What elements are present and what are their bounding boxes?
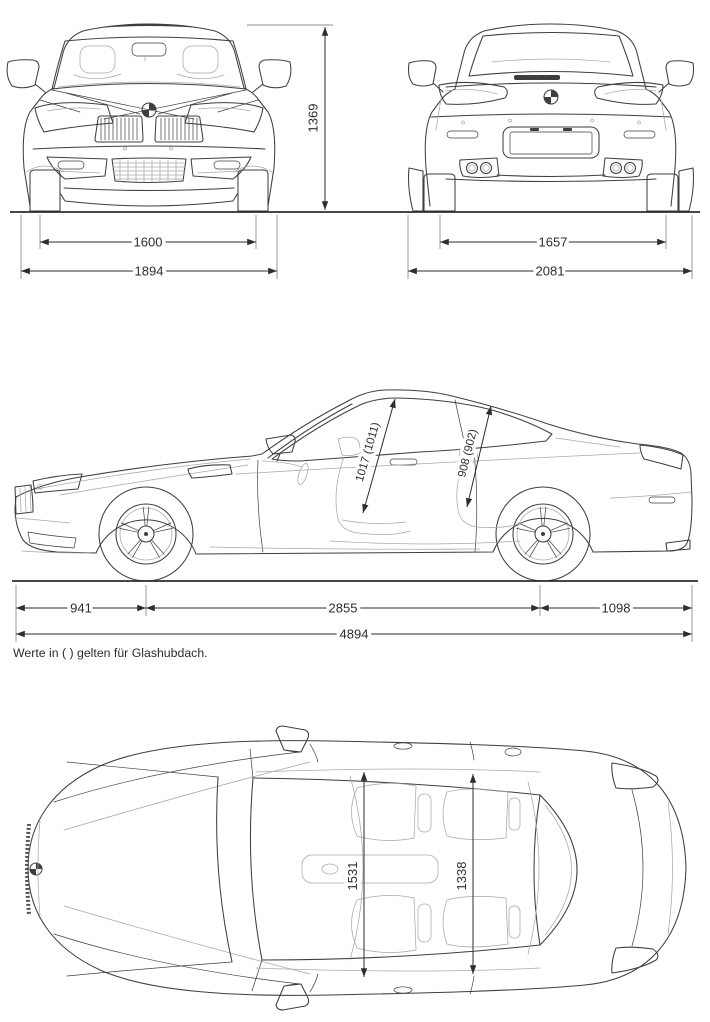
side-taillight: [640, 445, 683, 469]
top-hood-inner-lines: [38, 762, 310, 974]
front-side-intakes: [47, 157, 251, 179]
side-mirror-rear-left: [409, 61, 444, 92]
kidney-grille-frames: [95, 116, 203, 142]
bmw-roundel-icon-front: [142, 103, 156, 117]
roof-side-edges: [253, 778, 540, 960]
gear-shifter-icon: [322, 864, 338, 874]
a-pillar-lines: [250, 749, 262, 991]
side-interior: [262, 437, 620, 544]
fender-gill: [188, 465, 232, 478]
front-wheel: [99, 487, 193, 581]
glasshouse-outline: [272, 398, 552, 461]
dim-label-rear-overhang: 1098: [601, 600, 631, 616]
exhaust-tips-icon: [467, 163, 636, 174]
dim-label-front-cabin-width: 1531: [345, 861, 360, 891]
windshield-roof-arc: [250, 778, 262, 960]
rear-reflector-slot: [649, 497, 675, 503]
center-console: [302, 855, 438, 883]
license-plate: [510, 132, 592, 154]
front-view-drawing: [7, 24, 291, 211]
dim-label-body-width: 1894: [134, 263, 164, 279]
top-mirror-right: [276, 984, 309, 1010]
dim-label-rear-headroom: 908 (902): [456, 427, 480, 479]
cowl-arc: [217, 777, 232, 962]
front-sunroof-band: [97, 24, 201, 28]
front-view-dimensions: [21, 25, 333, 279]
headrest-rear-left: [509, 798, 520, 830]
door-handle-left: [394, 743, 412, 749]
top-nose-grille-hatch: [27, 824, 29, 914]
front-bumper-details: [28, 532, 76, 548]
dim-label-overall-length: 4894: [339, 626, 369, 642]
rear-wheel: [496, 487, 590, 581]
trunk-shoulder-line: [446, 83, 656, 87]
rear-view-dimensions: [408, 215, 692, 279]
rear-window-inner: [545, 805, 572, 935]
dim-label-front-headroom: 1017 (1011): [353, 421, 383, 484]
side-mirror-front-left: [7, 60, 45, 92]
front-parking-sensors: [124, 147, 173, 150]
shoulder-lines: [256, 769, 540, 971]
side-headlight: [33, 474, 82, 493]
top-interior: [302, 776, 539, 960]
door-handle-right: [394, 987, 412, 993]
top-view-dimensions: [345, 772, 473, 977]
rear-window: [469, 33, 633, 77]
trunk-grip-slot: [514, 75, 560, 80]
rear-seat-right-top: [443, 896, 508, 947]
side-kidney-slats: [20, 486, 31, 512]
side-view-dimensions: [16, 585, 692, 642]
rear-seat-left-top: [443, 789, 508, 840]
rear-bumper-lines: [431, 114, 671, 182]
kidney-grille-slats: [101, 118, 197, 140]
top-mirror-left: [276, 726, 309, 752]
top-taillights: [612, 763, 658, 973]
dash-and-floor-lines: [262, 438, 620, 544]
rear-reflector-right: [624, 131, 655, 138]
rear-window-outline: [534, 795, 577, 945]
top-hood-lines: [54, 752, 300, 984]
fog-light-right: [214, 161, 240, 169]
bmw-roundel-icon-top: [30, 863, 42, 875]
dim-label-rear-cabin-width: 1338: [454, 861, 469, 891]
dim-label-front-overhang: 941: [70, 600, 92, 616]
bmw-roundel-icon-rear: [544, 90, 558, 104]
fuel-door: [505, 748, 521, 756]
front-windshield: [52, 37, 246, 89]
headrest-front-right: [418, 904, 431, 942]
side-interior-dimensions: [354, 399, 491, 513]
sill-crease: [210, 547, 480, 549]
dim-label-width-mirrors: 2081: [535, 263, 565, 279]
rear-reflector-left: [447, 131, 478, 138]
front-interior-lines: [58, 56, 240, 87]
headrest-rear-right: [509, 906, 520, 938]
dim-label-front-track: 1600: [133, 234, 163, 250]
rearview-mirror-icon: [132, 43, 166, 56]
trunk-arc: [632, 790, 643, 946]
side-mirror-rear-right: [659, 61, 694, 92]
rear-body-outline: [425, 24, 676, 206]
dim-label-overall-height: 1369: [305, 103, 321, 133]
rear-view-drawing: [409, 24, 694, 211]
plate-light-left: [530, 128, 539, 131]
dim-label-wheelbase: 2855: [328, 600, 358, 616]
dim-label-rear-track: 1657: [538, 234, 568, 250]
headrest-front-left: [418, 794, 431, 832]
footnote: Werte in ( ) gelten für Glashubdach.: [13, 646, 208, 660]
fog-light-left: [58, 161, 84, 169]
side-view-drawing: [15, 390, 692, 581]
windshield-line: [268, 404, 352, 458]
rear-sensors: [462, 119, 641, 124]
front-headrest-right: [183, 46, 218, 73]
exhaust-housings: [460, 158, 642, 178]
plate-light-right: [563, 128, 572, 131]
character-crease: [236, 453, 640, 474]
side-mirror-front-right: [253, 60, 291, 92]
front-headrest-left: [80, 46, 115, 73]
front-bumper-lines: [33, 146, 265, 206]
tail-inner-edge: [668, 802, 673, 934]
front-intake-mesh: [113, 160, 185, 182]
rear-parcel-line: [492, 59, 610, 62]
